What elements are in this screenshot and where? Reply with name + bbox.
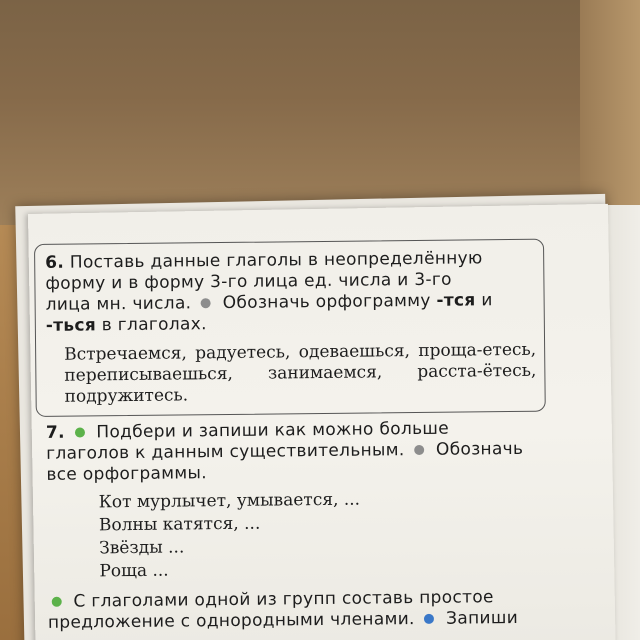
grey-dot-icon: [414, 444, 424, 454]
task-7-line-2: глаголов к данным существительным. Обозначь: [46, 438, 524, 464]
task-6-number: 6.: [45, 252, 65, 273]
task-6-line-3: лица мн. числа. Обозначь орфограмму -тся и: [45, 290, 493, 315]
task-7-line-1: 7. Подбери и запиши как можно больше: [45, 418, 450, 443]
task-6-words: Встречаемся, радуетесь, одеваешься, проща-етесь, переписываешься, занимаемся, расста-ётесь, подружитесь.: [64, 339, 537, 407]
task-7-list: [99, 487, 558, 584]
list-item: Кот мурлычет, умывается, ...: [98, 489, 361, 513]
grey-dot-icon: [201, 298, 211, 308]
task-7-line-3: все орфограммы.: [46, 463, 207, 485]
blue-dot-icon: [424, 613, 434, 623]
task-6-line-2: форму и в форму 3-го лица ед. числа и 3-го: [45, 269, 452, 294]
task-6-line-4: -ться в глаголах.: [45, 314, 207, 336]
task-last-line-1: С глаголами одной из групп составь простое: [48, 587, 558, 613]
green-dot-icon: [75, 427, 85, 437]
task-6-line-1: 6. Поставь данные глаголы в неопределённую: [45, 248, 483, 273]
task-last: [38, 587, 558, 634]
task-7: [36, 418, 558, 584]
green-dot-icon: [52, 596, 62, 606]
page-content: [34, 239, 558, 634]
list-item: Звёзды ...: [99, 537, 185, 559]
task-6-box: [34, 239, 546, 417]
task-last-line-2: предложение с однородными членами. Запиши: [47, 607, 519, 633]
list-item: Роща ...: [99, 560, 169, 582]
list-item: Волны катятся, ...: [98, 513, 261, 536]
